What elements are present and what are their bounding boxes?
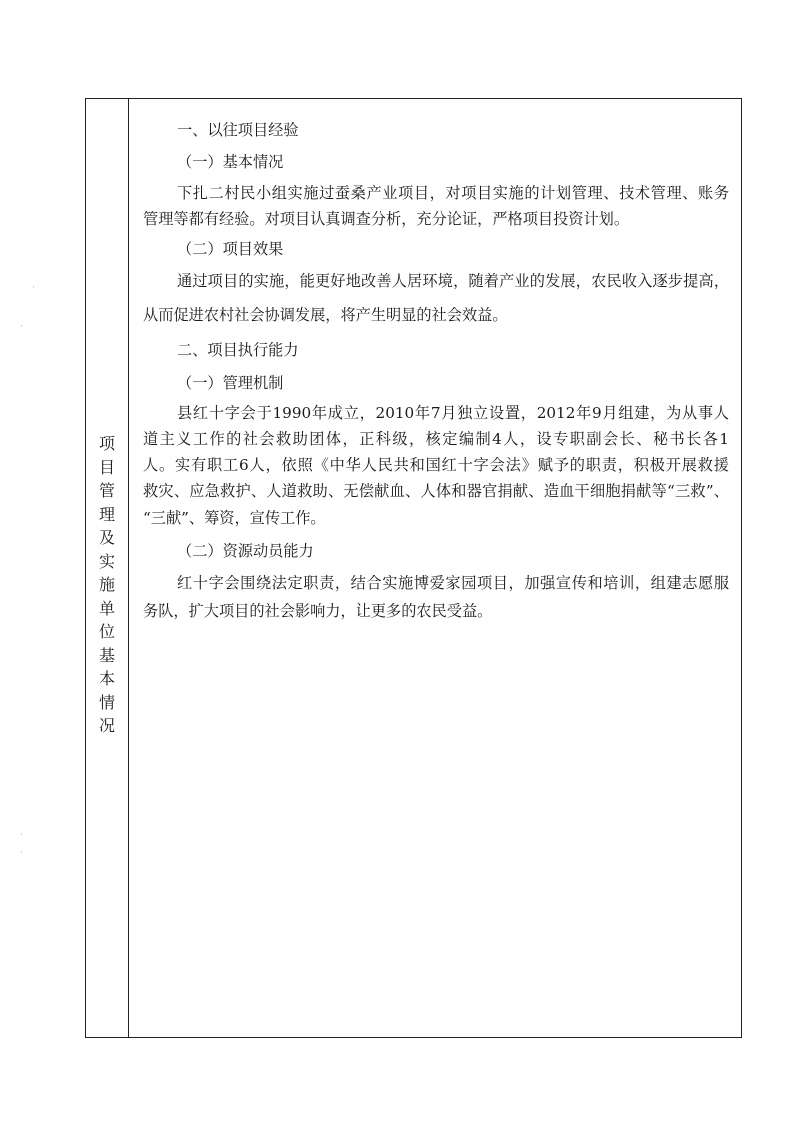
paragraph-line: 救灾、应急救护、人道救助、无偿献血、人体和器官捐献、造血干细胞捐献等“三救”、 [143,482,729,500]
paragraph-line: 通过项目的实施，能更好地改善人居环境，随着产业的发展，农民收入逐步提高， [177,272,729,290]
scan-artifact: · [20,830,23,840]
paragraph-line: 管理等都有经验。对项目认真调查分析，充分论证，严格项目投资计划。 [143,210,629,228]
paragraph-line: 从而促进农村社会协调发展，将产生明显的社会效益。 [143,306,508,324]
row-header-char: 基 [98,645,115,665]
subsection-heading: （二）项目效果 [177,240,284,258]
row-header-char: 实 [98,551,115,571]
section-heading: 二、项目执行能力 [177,341,299,359]
row-header-char: 位 [98,622,115,641]
row-header-char: 单 [98,598,115,618]
row-header-char: 情 [98,692,115,712]
paragraph-line: 务队，扩大项目的社会影响力，让更多的农民受益。 [143,602,493,620]
paragraph-line: “三献”、筹资，宣传工作。 [143,509,326,527]
row-header-char: 管 [98,481,115,500]
paragraph-line: 人。实有职工6人，依照《中华人民共和国红十字会法》赋予的职责，积极开展救援 [143,456,729,474]
paragraph-line: 道主义工作的社会救助团体，正科级，核定编制4人，设专职副会长、秘书长各1 [143,430,729,448]
row-header-cell [86,99,129,1037]
scan-artifact: · [20,322,23,332]
paragraph-line: 红十字会围绕法定职责，结合实施博爱家园项目，加强宣传和培训，组建志愿服 [177,574,729,592]
row-header-char: 目 [98,457,115,477]
row-header-char: 本 [98,669,115,688]
row-header-char: 及 [98,528,115,547]
paragraph-line: 县红十字会于1990年成立，2010年7月独立设置，2012年9月组建，为从事人 [177,404,729,422]
subsection-heading: （一）基本情况 [177,153,284,171]
paragraph-line: 下扎二村民小组实施过蚕桑产业项目，对项目实施的计划管理、技术管理、账务 [177,184,729,202]
row-header-char: 施 [98,575,115,594]
row-header-label [86,432,128,738]
info-table [85,98,742,1038]
subsection-heading: （二）资源动员能力 [177,542,314,560]
subsection-heading: （一）管理机制 [177,374,284,392]
row-header-char: 理 [98,504,115,524]
scan-artifact: · [32,283,35,293]
row-header-char: 项 [98,434,115,453]
row-header-char: 况 [98,716,115,735]
scan-artifact: · [20,848,23,858]
section-heading: 一、以往项目经验 [177,121,299,139]
